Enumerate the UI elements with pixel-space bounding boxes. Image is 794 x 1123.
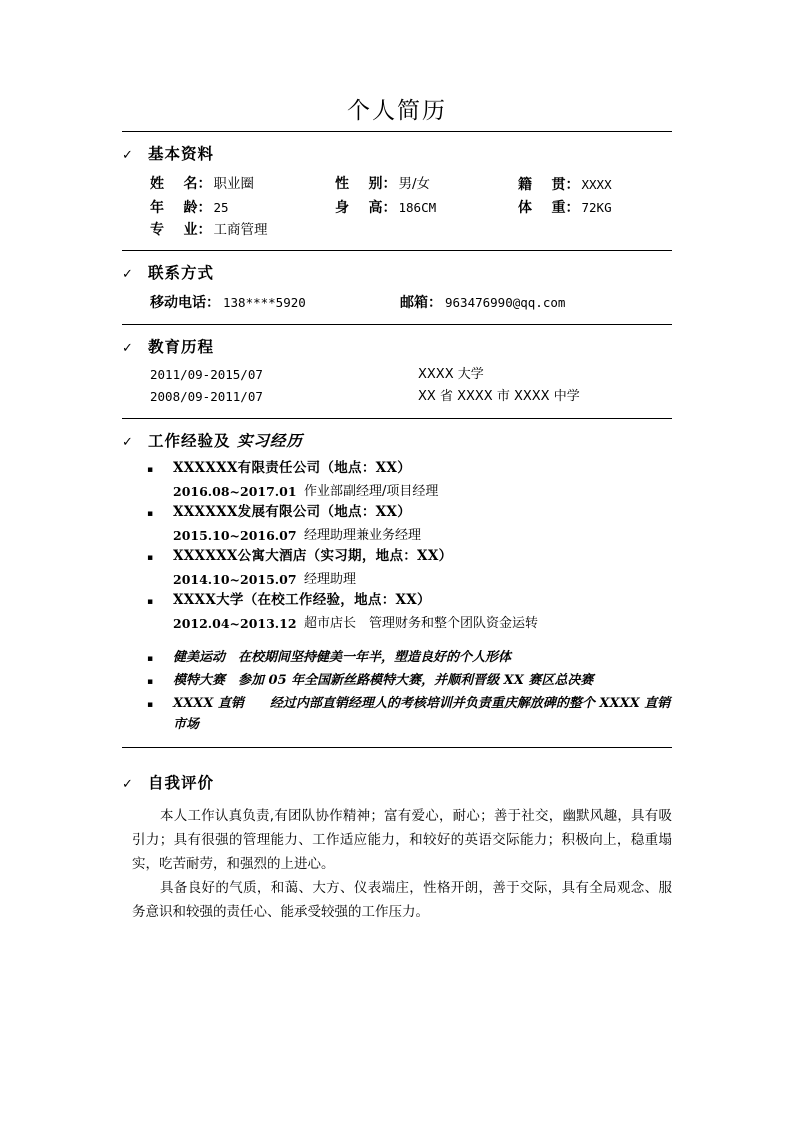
contact-row — [122, 291, 672, 315]
list-item — [147, 647, 672, 670]
field-value: 职业圈 — [213, 176, 254, 192]
work-title-row — [147, 546, 672, 569]
work-detail-row — [147, 613, 672, 634]
table-row — [150, 196, 672, 219]
activity-text: XXXX 直销 经过内部直销经理人的考核培训并负责重庆解放碑的整个 XXXX 直销市场 — [173, 696, 671, 732]
section-header-self-evaluation — [122, 772, 672, 796]
section-header-basic — [122, 143, 672, 167]
list-item — [147, 590, 672, 634]
work-detail-row — [147, 525, 672, 546]
check-icon: ✓ — [122, 267, 133, 282]
field-age — [150, 196, 335, 219]
square-bullet-icon: ▪ — [147, 677, 154, 687]
section-title-self-evaluation: 自我评价 — [148, 773, 215, 792]
field-value: 963476990@qq.com — [445, 295, 566, 310]
list-item — [147, 546, 672, 590]
education-block — [122, 364, 672, 408]
section-title-work-italic: 实习经历 — [236, 431, 303, 450]
field-hometown — [518, 173, 668, 196]
list-item — [147, 458, 672, 502]
page-title: 个人简历 — [347, 98, 447, 124]
paragraph: 具备良好的气质，和蔼、大方、仪表端庄，性格开朗，善于交际，具有全局观念、服务意识和较强的责任心、能承受较强的工作压力。 — [132, 880, 672, 920]
section-title-work — [148, 430, 303, 452]
education-section-divider — [122, 418, 672, 419]
activities-block — [122, 647, 672, 735]
field-weight — [518, 196, 668, 219]
activity-text: 健美运动 在校期间坚持健美一年半，塑造良好的个人形体 — [173, 650, 512, 665]
section-title-work-normal: 工作经验及 — [148, 431, 237, 450]
section-header-contact — [122, 262, 672, 286]
section-header-education — [122, 336, 672, 360]
work-company: XXXXXX发展有限公司（地点：XX） — [173, 504, 411, 520]
contact-section-divider — [122, 324, 672, 325]
square-bullet-icon: ▪ — [147, 700, 154, 710]
check-icon: ✓ — [122, 341, 133, 356]
field-label: 籍 贯： — [518, 177, 580, 193]
list-item — [147, 693, 672, 735]
square-bullet-icon: ▪ — [147, 509, 154, 519]
field-value: XXXX — [581, 177, 612, 192]
list-item — [147, 670, 672, 693]
work-company: XXXX大学（在校工作经验，地点：XX） — [173, 592, 431, 608]
field-value: 25 — [213, 200, 229, 215]
education-school: XXXX 大学 — [418, 367, 484, 382]
check-icon: ✓ — [122, 148, 133, 163]
field-email — [400, 291, 565, 315]
activities-list — [122, 647, 672, 735]
section-title-basic: 基本资料 — [148, 144, 215, 163]
table-row — [150, 364, 672, 386]
check-icon: ✓ — [122, 777, 133, 792]
resume-content — [122, 88, 672, 924]
spacer — [122, 242, 672, 250]
work-date: 2014.10~2015.07 — [173, 572, 297, 587]
square-bullet-icon: ▪ — [147, 597, 154, 607]
title-divider — [122, 131, 672, 132]
field-value: 186CM — [398, 200, 437, 215]
check-icon: ✓ — [122, 435, 133, 450]
work-title-row — [147, 458, 672, 481]
work-date: 2012.04~2013.12 — [173, 616, 297, 631]
section-title-education: 教育历程 — [148, 337, 215, 356]
square-bullet-icon: ▪ — [147, 465, 154, 475]
field-label: 年 龄： — [150, 200, 212, 216]
work-title-row — [147, 502, 672, 525]
education-date: 2008/09-2011/07 — [150, 389, 263, 404]
work-detail-row — [147, 481, 672, 502]
field-label: 身 高： — [335, 200, 397, 216]
basic-section-divider — [122, 250, 672, 251]
work-detail-row — [147, 569, 672, 590]
paragraph: 本人工作认真负责,有团队协作精神；富有爱心，耐心；善于社交，幽默风趣，具有吸引力；具有很强的管理能力、工作适应能力，和较好的英语交际能力；积极向上，稳重塌实，吃苦耐劳，和强烈的上进心。 — [132, 808, 672, 872]
field-phone — [150, 291, 400, 315]
field-major — [150, 219, 335, 242]
field-value: 138****5920 — [223, 295, 306, 310]
education-table — [122, 364, 672, 408]
field-value: 工商管理 — [213, 222, 268, 238]
square-bullet-icon: ▪ — [147, 654, 154, 664]
work-section-divider — [122, 747, 672, 748]
field-value: 72KG — [581, 200, 612, 215]
field-name — [150, 173, 335, 196]
field-label: 性 别： — [335, 176, 397, 192]
activity-text: 模特大赛 参加 05 年全国新丝路模特大赛，并顺利晋级 XX 赛区总决赛 — [173, 673, 594, 688]
section-title-contact: 联系方式 — [148, 263, 215, 282]
work-company: XXXXXX公寓大酒店（实习期，地点：XX） — [173, 548, 453, 564]
field-gender — [335, 173, 518, 196]
field-height — [335, 196, 518, 219]
education-date: 2011/09-2015/07 — [150, 367, 263, 382]
contact-block — [122, 291, 672, 315]
work-date: 2016.08~2017.01 — [173, 484, 297, 499]
field-label: 移动电话： — [150, 295, 220, 311]
square-bullet-icon: ▪ — [147, 553, 154, 563]
table-row — [150, 386, 672, 408]
field-value: 男/女 — [398, 176, 431, 192]
education-school: XX 省 XXXX 市 XXXX 中学 — [418, 389, 580, 404]
list-item — [147, 502, 672, 546]
work-role: 经理助理 — [304, 572, 357, 587]
basic-info-table — [122, 173, 672, 242]
field-label: 专 业： — [150, 222, 212, 238]
table-row — [150, 173, 672, 196]
section-header-work — [122, 430, 672, 454]
work-company: XXXXXX有限责任公司（地点：XX） — [173, 460, 411, 476]
work-role: 经理助理兼业务经理 — [304, 528, 422, 543]
work-role: 超市店长 管理财务和整个团队资金运转 — [304, 616, 539, 631]
field-label: 邮箱： — [400, 295, 442, 311]
work-date: 2015.10~2016.07 — [173, 528, 297, 543]
table-row — [150, 219, 672, 242]
field-label: 姓 名： — [150, 176, 212, 192]
work-role: 作业部副经理/项目经理 — [304, 484, 439, 499]
work-title-row — [147, 590, 672, 613]
self-evaluation-body — [122, 804, 672, 924]
work-experience-list — [122, 458, 672, 634]
field-label: 体 重： — [518, 200, 580, 216]
